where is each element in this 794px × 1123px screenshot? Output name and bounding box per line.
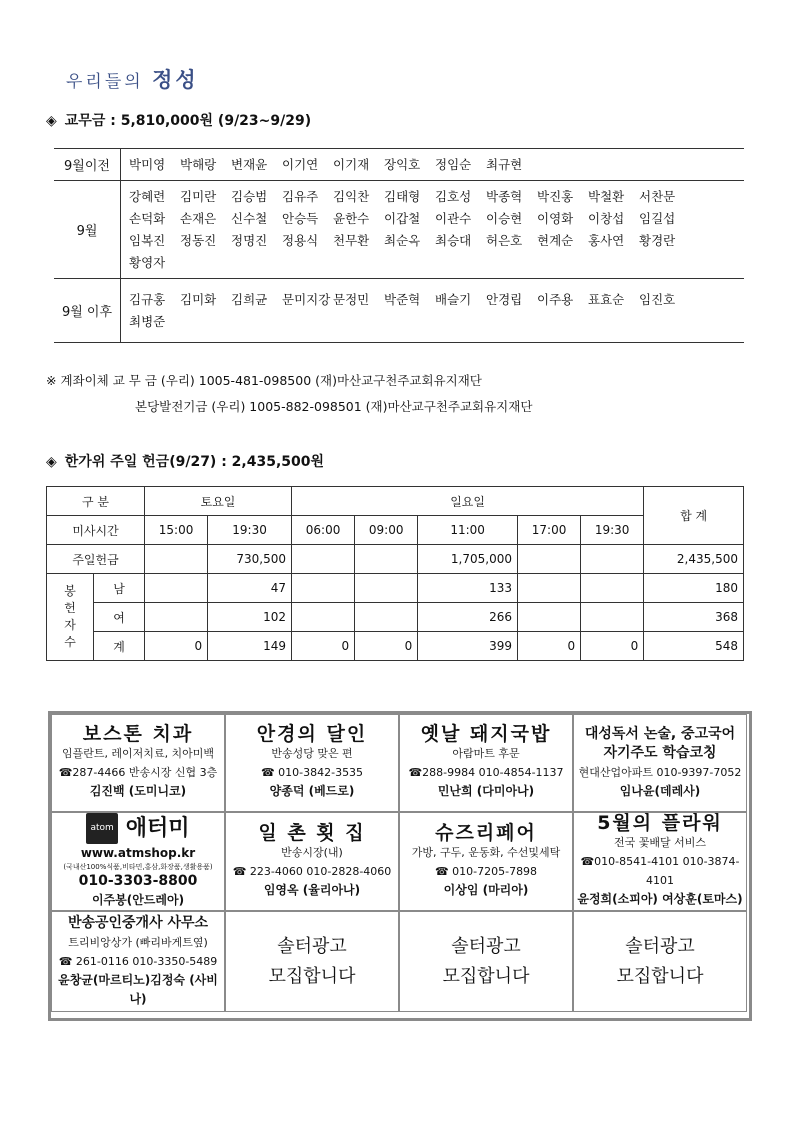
ad-text: 반송시장(내) — [281, 845, 343, 859]
row-label: 9월이전 — [54, 149, 121, 181]
table-row — [54, 149, 744, 181]
count-cell — [145, 574, 208, 603]
donor-name: 박해랑 — [180, 156, 217, 172]
ad-title: 일 촌 횟 집 — [258, 821, 366, 844]
donor-name: 임복진 — [129, 232, 166, 248]
donor-name: 최병준 — [129, 313, 166, 329]
table-row — [47, 603, 744, 632]
donor-name: 허은호 — [486, 232, 523, 248]
time-cell: 19:30 — [208, 516, 292, 545]
ad-real-estate — [51, 911, 225, 1012]
donor-name: 임길섭 — [639, 210, 676, 226]
row-label: 9월 이후 — [54, 279, 121, 343]
cash-cell — [518, 545, 581, 574]
ad-owner: 양종덕 (베드로) — [269, 784, 355, 798]
donor-name: 김익찬 — [333, 188, 370, 204]
ad-gukbap — [399, 714, 573, 812]
ad-title: 5월의 플라워 — [597, 812, 723, 834]
count-cell: 0 — [292, 632, 355, 661]
ad-text: 트리비앙상가 (빠리바게트옆) — [68, 936, 208, 949]
donor-name: 최순옥 — [384, 232, 421, 248]
row-label: 9월 — [54, 181, 121, 279]
donor-name: 이기재 — [333, 156, 370, 172]
header-gubun: 구 분 — [47, 487, 145, 516]
ad-title: 애터미 — [125, 816, 190, 841]
donor-name: 이영화 — [537, 210, 574, 226]
ad-vacancy-line1: 솔터광고 — [451, 935, 521, 957]
donor-name: 이기연 — [282, 156, 319, 172]
donor-name: 박철환 — [588, 188, 625, 204]
count-cell: 0 — [518, 632, 581, 661]
count-cell: 548 — [644, 632, 744, 661]
ad-flower — [573, 812, 747, 911]
donor-name: 이갑철 — [384, 210, 421, 226]
ad-subtitle: 자기주도 학습코칭 — [603, 745, 717, 761]
count-cell: 0 — [145, 632, 208, 661]
donor-name: 김태형 — [384, 188, 421, 204]
donor-name: 강혜련 — [129, 188, 166, 204]
ad-title: 옛날 돼지국밥 — [420, 723, 552, 745]
count-cell: 399 — [418, 632, 518, 661]
donor-name: 정용식 — [282, 232, 319, 248]
ad-owner: 이주봉(안드레아) — [91, 893, 185, 907]
ad-owner: 윤정희(소피아) 여상훈(토마스) — [577, 892, 743, 906]
time-cell: 19:30 — [581, 516, 644, 545]
names-cell — [121, 149, 745, 181]
side-char: 봉 — [64, 584, 76, 598]
cash-cell — [292, 545, 355, 574]
donor-name: 변재윤 — [231, 156, 268, 172]
donor-name: 현계순 — [537, 232, 574, 248]
cash-cell — [145, 545, 208, 574]
ad-phone: 010-3303-8800 — [78, 873, 198, 889]
donor-name: 박미영 — [129, 156, 166, 172]
ad-tutoring — [573, 714, 747, 812]
ad-owner: 민난희 (다미아나) — [437, 784, 535, 798]
ad-text: 반송성당 맞은 편 — [271, 747, 353, 760]
ad-owner: 임영옥 (율리아나) — [263, 882, 361, 897]
ad-vacancy-line2: 모집합니다 — [616, 965, 704, 987]
donor-name: 장익호 — [384, 156, 421, 172]
ad-text: 가방, 구두, 운동화, 수선및세탁 — [411, 845, 561, 859]
table-row — [54, 181, 744, 279]
advertisement-grid — [48, 711, 752, 1021]
donor-name: 문미지강 — [282, 291, 331, 307]
table-row — [54, 279, 744, 343]
cash-label: 주일헌금 — [47, 545, 145, 574]
donor-name: 김미화 — [180, 291, 217, 307]
count-cell — [355, 603, 418, 632]
ad-vacancy — [573, 911, 747, 1012]
donor-name: 서찬문 — [639, 188, 676, 204]
count-cell — [145, 603, 208, 632]
count-cell — [292, 603, 355, 632]
ad-owner: 윤창균(마르티노)김정숙 (사비나) — [58, 973, 218, 1006]
donor-name: 황경란 — [639, 232, 676, 248]
donor-name: 임진호 — [639, 291, 676, 307]
ad-title: 슈즈리페어 — [435, 821, 537, 844]
ad-glasses — [225, 714, 399, 812]
ad-phone: ☎288-9984 010-4854-1137 — [408, 766, 564, 779]
title-prefix: 우리들의 — [66, 72, 144, 92]
cash-cell: 2,435,500 — [644, 545, 744, 574]
count-cell: 149 — [208, 632, 292, 661]
count-cell — [355, 574, 418, 603]
names-cell — [121, 279, 745, 343]
account-line-2: 본당발전기금 (우리) 1005-882-098501 (재)마산교구천주교회유지재단 — [135, 399, 533, 414]
ad-atomy — [51, 812, 225, 911]
donor-name: 김규홍 — [129, 291, 166, 307]
count-cell — [292, 574, 355, 603]
ad-text: 임플란트, 레이저치료, 치아미백 — [61, 747, 215, 760]
donor-name: 정동진 — [180, 232, 217, 248]
donor-name: 손재은 — [180, 210, 217, 226]
ad-vacancy — [399, 911, 573, 1012]
ad-phone: ☎ 223-4060 010-2828-4060 — [232, 864, 392, 878]
ad-vacancy-line2: 모집합니다 — [268, 965, 356, 987]
cash-cell — [581, 545, 644, 574]
ad-title: 대성독서 논술, 중고국어 — [584, 726, 736, 742]
donor-name: 김미란 — [180, 188, 217, 204]
ad-text: 전국 꽃배달 서비스 — [613, 836, 706, 849]
count-cell: 102 — [208, 603, 292, 632]
donor-name: 안경립 — [486, 291, 523, 307]
donor-name: 안승득 — [282, 210, 319, 226]
header-saturday: 토요일 — [145, 487, 292, 516]
ad-shoe-repair — [399, 812, 573, 911]
count-cell — [581, 603, 644, 632]
count-cell: 47 — [208, 574, 292, 603]
ad-phone: ☎ 010-7205-7898 — [434, 864, 538, 878]
ad-phone: ☎010-8541-4101 010-3874-4101 — [580, 855, 740, 887]
donor-name: 박종혁 — [486, 188, 523, 204]
count-cell: 180 — [644, 574, 744, 603]
donor-name: 신수철 — [231, 210, 268, 226]
header-sunday: 일요일 — [292, 487, 644, 516]
donor-name: 이승현 — [486, 210, 523, 226]
ad-title: 보스톤 치과 — [82, 723, 194, 745]
section-heading-text: 한가위 주일 헌금(9/27) : 2,435,500원 — [64, 454, 325, 470]
count-cell: 0 — [355, 632, 418, 661]
donor-name: 홍사연 — [588, 232, 625, 248]
donor-name: 김희균 — [231, 291, 268, 307]
count-cell: 0 — [581, 632, 644, 661]
contributors-label — [47, 574, 94, 661]
ad-phone: 현대산업아파트 010-9397-7052 — [578, 766, 742, 779]
page-title — [66, 64, 199, 94]
time-cell: 17:00 — [518, 516, 581, 545]
time-cell: 09:00 — [355, 516, 418, 545]
names-cell — [121, 181, 745, 279]
count-cell: 368 — [644, 603, 744, 632]
section-heading-offering — [46, 451, 324, 471]
ad-title: 반송공인중개사 사무소 — [67, 915, 209, 931]
count-cell: 133 — [418, 574, 518, 603]
donor-name: 김유주 — [282, 188, 319, 204]
time-cell: 15:00 — [145, 516, 208, 545]
section-heading-text: 교무금 : 5,810,000원 (9/23~9/29) — [64, 113, 312, 129]
donor-name: 손덕화 — [129, 210, 166, 226]
ad-sashimi — [225, 812, 399, 911]
count-cell — [518, 574, 581, 603]
time-cell: 11:00 — [418, 516, 518, 545]
diamond-icon: ◈ — [46, 454, 57, 470]
ad-logo-row — [86, 813, 189, 844]
ad-boston-dental — [51, 714, 225, 812]
ad-vacancy-line1: 솔터광고 — [277, 935, 347, 957]
donor-name: 김호성 — [435, 188, 472, 204]
donor-name: 최규현 — [486, 156, 523, 172]
ad-owner: 이상임 (마리아) — [443, 882, 529, 897]
cash-cell: 730,500 — [208, 545, 292, 574]
title-emphasis: 정성 — [152, 67, 199, 92]
donor-name: 황영자 — [129, 254, 166, 270]
ad-owner: 김진백 (도미니코) — [89, 784, 187, 798]
table-row — [47, 487, 744, 516]
count-cell — [518, 603, 581, 632]
header-mass-time: 미사시간 — [47, 516, 145, 545]
count-cell: 266 — [418, 603, 518, 632]
ad-title: 안경의 달인 — [256, 723, 368, 745]
ad-website: www.atmshop.kr — [80, 846, 196, 860]
table-row — [47, 516, 744, 545]
offering-table — [46, 486, 744, 661]
cash-cell: 1,705,000 — [418, 545, 518, 574]
donor-name: 천무환 — [333, 232, 370, 248]
donor-name: 김승범 — [231, 188, 268, 204]
donor-name: 윤한수 — [333, 210, 370, 226]
section-heading-contribution — [46, 110, 311, 130]
contribution-table — [54, 148, 744, 343]
ad-phone: ☎ 010-3842-3535 — [260, 766, 364, 779]
donor-name: 박준혁 — [384, 291, 421, 307]
ad-vacancy — [225, 911, 399, 1012]
ad-phone: ☎287-4466 반송시장 신협 3층 — [58, 766, 218, 779]
table-row — [47, 545, 744, 574]
ad-vacancy-line2: 모집합니다 — [442, 965, 530, 987]
donor-name: 표효순 — [588, 291, 625, 307]
count-cell — [581, 574, 644, 603]
side-char: 수 — [64, 635, 76, 649]
cash-cell — [355, 545, 418, 574]
donor-name: 박진홍 — [537, 188, 574, 204]
row-label: 계 — [94, 632, 145, 661]
donor-name: 최승대 — [435, 232, 472, 248]
table-row — [47, 632, 744, 661]
atom-logo: atom — [86, 813, 117, 844]
donor-name: 정임순 — [435, 156, 472, 172]
diamond-icon: ◈ — [46, 113, 57, 129]
header-total: 합 계 — [644, 487, 744, 545]
ad-vacancy-line1: 솔터광고 — [625, 935, 695, 957]
account-line-1: ※ 계좌이체 교 무 금 (우리) 1005-481-098500 (재)마산교구천주교회유지재단 — [46, 373, 482, 388]
row-label: 여 — [94, 603, 145, 632]
ad-text: 아람마트 후문 — [452, 747, 520, 760]
donor-name: 이관수 — [435, 210, 472, 226]
time-cell: 06:00 — [292, 516, 355, 545]
donor-name: 정명진 — [231, 232, 268, 248]
ad-phone: ☎ 261-0116 010-3350-5489 — [58, 955, 218, 968]
side-char: 자 — [64, 618, 76, 632]
donor-name: 배슬기 — [435, 291, 472, 307]
side-char: 헌 — [64, 601, 76, 615]
donor-name: 이주용 — [537, 291, 574, 307]
donor-name: 문정민 — [333, 291, 370, 307]
table-row — [47, 574, 744, 603]
ad-owner: 임나윤(데레사) — [619, 784, 701, 798]
row-label: 남 — [94, 574, 145, 603]
ad-text: (국내산100%식품,비타민,홍삼,화장품,생활용품) — [63, 863, 213, 871]
donor-name: 이창섭 — [588, 210, 625, 226]
